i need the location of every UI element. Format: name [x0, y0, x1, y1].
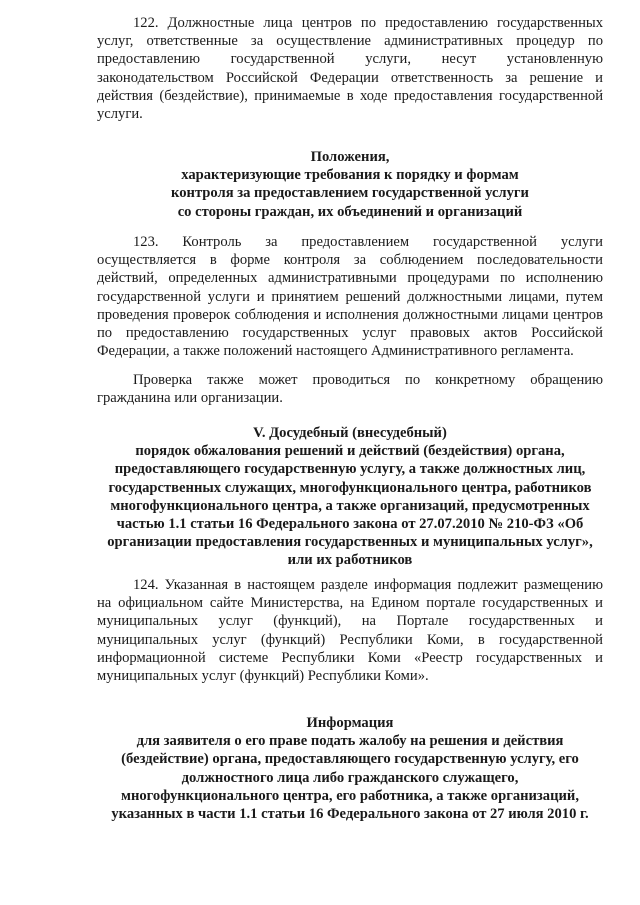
paragraph-123: 123. Контроль за предоставлением государственной услуги осуществляется в форме контроля за соблюдением последовательности действий, определенных административными процедурами по исполнению государственной услуги и принятием решений должностными лицами, путем проведения проверок соблюдения и исполнения должностными лицами центров по предоставлению государственных услуг правовых актов Российской Федерации, а также положений настоящего Административного регламента.	[97, 234, 603, 360]
heading-section-5	[97, 424, 603, 570]
heading-line: (бездействие) органа, предоставляющего государственную услугу, его	[121, 751, 579, 768]
heading-control-provisions	[97, 148, 603, 221]
heading-line: контроля за предоставлением государственной услуги	[171, 185, 529, 202]
heading-line: или их работников	[287, 552, 413, 569]
heading-line: многофункционального центра, его работника, а также организаций,	[121, 787, 579, 804]
heading-line: многофункционального центра, а также организаций, предусмотренных	[110, 497, 590, 514]
heading-complaint-info	[97, 714, 603, 823]
heading-line: со стороны граждан, их объединений и организаций	[177, 203, 523, 220]
heading-line: порядок обжалования решений и действий (бездействия) органа,	[135, 443, 565, 460]
heading-line: частью 1.1 статьи 16 Федерального закона от 27.07.2010 № 210-ФЗ «Об	[116, 516, 584, 533]
paragraph-122: 122. Должностные лица центров по предоставлению государственных услуг, ответственные за осуществление административных процедур по предоставлению государственной услуги, несут установленную законодательством Российской Федерации ответственность за решение и действия (бездействие), принимаемые в ходе предоставления государственной услуги.	[97, 15, 603, 123]
paragraph-124: 124. Указанная в настоящем разделе информация подлежит размещению на официальном сайте Министерства, на Едином портале государственных и муниципальных услуг (функций), на Портале государственных и муниципальных услуг (функций) Республики Коми, в государственной информационной системе Республики Коми «Реестр государственных и муниципальных услуг (функций) Республики Коми».	[97, 577, 603, 685]
heading-line: организации предоставления государственных и муниципальных услуг»,	[107, 534, 593, 551]
heading-line: должностного лица либо гражданского служащего,	[181, 769, 519, 786]
heading-line: характеризующие требования к порядку и формам	[181, 167, 519, 184]
heading-line: предоставляющего государственную услугу, а также должностных лиц,	[114, 461, 586, 478]
heading-line: для заявителя о его праве подать жалобу на решения и действия	[136, 733, 564, 750]
heading-line: государственных служащих, многофункционального центра, работников	[108, 479, 592, 496]
heading-title: Информация	[306, 715, 394, 731]
heading-title: Положения,	[310, 149, 390, 165]
heading-line: указанных в части 1.1 статьи 16 Федерального закона от 27 июля 2010 г.	[111, 806, 589, 823]
paragraph-123-continued: Проверка также может проводиться по конкретному обращению гражданина или организации.	[97, 372, 603, 407]
heading-title: V. Досудебный (внесудебный)	[253, 425, 447, 441]
